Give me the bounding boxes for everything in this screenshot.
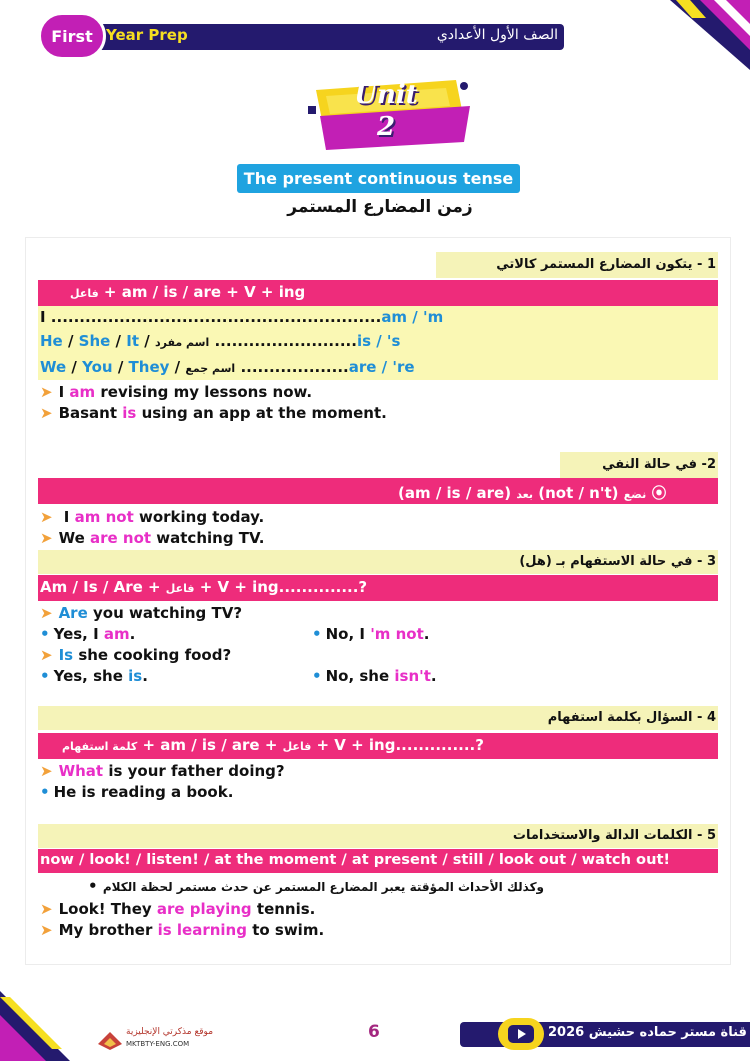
section3-answer-no-2 bbox=[312, 667, 437, 685]
formula-part: + V + ing..............? bbox=[194, 578, 368, 596]
ex-text: tennis. bbox=[251, 900, 316, 918]
rule-en-2: (am / is / are) bbox=[398, 484, 512, 502]
unit-number: 2 bbox=[376, 112, 396, 142]
section5-keywords: now / look! / listen! / at the moment / at present / still / look out / watch out! bbox=[40, 851, 671, 868]
ex-text: is your father doing? bbox=[103, 762, 285, 780]
section1-example-2 bbox=[40, 404, 387, 422]
row-i-aux: am / 'm bbox=[381, 308, 444, 326]
ex-text: . bbox=[129, 625, 136, 643]
arrow-bullet-icon: ➤ bbox=[40, 604, 53, 622]
rule-ar-1: نضع bbox=[623, 488, 647, 501]
lesson-title-text: The present continuous tense bbox=[243, 169, 514, 188]
corner-decoration bbox=[640, 0, 750, 70]
arrow-bullet-icon: ➤ bbox=[40, 646, 53, 664]
row-we-you-they: We / You / They / اسم جمع ...................are / 're bbox=[40, 358, 415, 376]
section5-label: 5 - الكلمات الدالة والاستخدامات bbox=[512, 828, 716, 843]
ex-text: revising my lessons now. bbox=[95, 383, 313, 401]
ex-highlight: Is bbox=[58, 646, 74, 664]
pronoun-they: They bbox=[128, 358, 170, 376]
ex-text: to swim. bbox=[246, 921, 325, 939]
ex-text: Yes, I bbox=[53, 625, 104, 643]
ex-text: she cooking food? bbox=[73, 646, 232, 664]
unit-word: Unit bbox=[354, 80, 418, 110]
ex-highlight: Are bbox=[58, 604, 88, 622]
formula-part: + am / is / are + bbox=[137, 736, 283, 754]
section3-formula bbox=[40, 578, 367, 596]
year-prep-label: Year Prep bbox=[106, 26, 188, 44]
ex-text: watching TV. bbox=[151, 529, 265, 547]
section3-answer-yes-1 bbox=[40, 625, 135, 643]
ex-highlight: am bbox=[69, 383, 96, 401]
section5-example-2 bbox=[40, 921, 324, 939]
section4-formula bbox=[62, 736, 484, 754]
pronoun-we: We bbox=[40, 358, 67, 376]
ex-text: I bbox=[58, 508, 75, 526]
section2-rule bbox=[398, 482, 666, 503]
ex-highlight: am bbox=[103, 625, 130, 643]
ex-highlight: is bbox=[122, 404, 137, 422]
row2-aux: is / 's bbox=[356, 332, 401, 350]
grade-badge bbox=[38, 12, 106, 60]
ex-text: . bbox=[430, 667, 437, 685]
section5-example-1 bbox=[40, 900, 315, 918]
youtube-icon[interactable] bbox=[498, 1018, 544, 1050]
circle-dot-icon: ⦿ bbox=[651, 484, 667, 502]
corner-decoration-bottom bbox=[0, 991, 70, 1061]
row3-aux: are / 're bbox=[348, 358, 415, 376]
ex-text: Look! They bbox=[58, 900, 157, 918]
channel-name: قناة مستر حماده حشيش 2026 bbox=[548, 1025, 747, 1040]
site-url: MKTBTY-ENG.COM bbox=[126, 1040, 190, 1048]
section5-note bbox=[88, 877, 544, 895]
ex-text: We bbox=[58, 529, 90, 547]
section3-question-2 bbox=[40, 646, 231, 664]
ex-text: . bbox=[142, 667, 148, 685]
arrow-bullet-icon: ➤ bbox=[40, 900, 53, 918]
lesson-title-arabic: زمن المضارع المستمر bbox=[287, 197, 473, 217]
section4-question bbox=[40, 762, 285, 780]
ex-highlight: are not bbox=[89, 529, 152, 547]
dot-bullet-icon: • bbox=[312, 625, 322, 643]
ex-text: I bbox=[58, 383, 70, 401]
dot-bullet-icon: • bbox=[312, 667, 322, 685]
section3-answer-yes-2 bbox=[40, 667, 148, 685]
singular-noun-ar: اسم مفرد bbox=[154, 336, 210, 349]
ex-text: you watching TV? bbox=[87, 604, 243, 622]
ex-text: Yes, she bbox=[53, 667, 129, 685]
section3-answer-no-1 bbox=[312, 625, 430, 643]
row-i bbox=[40, 308, 443, 326]
section4-answer bbox=[40, 783, 233, 801]
pronoun-it: It bbox=[126, 332, 140, 350]
dot-bullet-icon: • bbox=[40, 625, 50, 643]
ex-text: Basant bbox=[58, 404, 123, 422]
ex-text: . bbox=[423, 625, 430, 643]
ex-text: My brother bbox=[58, 921, 158, 939]
site-logo-icon bbox=[96, 1024, 124, 1052]
badge-label: First bbox=[51, 26, 93, 46]
formula-subject-ar: فاعل bbox=[165, 582, 195, 595]
question-word-ar: كلمة استفهام bbox=[62, 740, 138, 753]
section1-label: 1 - يتكون المضارع المستمر كالاتي bbox=[496, 257, 716, 272]
ex-text: He is reading a book. bbox=[53, 783, 234, 801]
section3-label: 3 - في حالة الاستفهام بـ (هل) bbox=[519, 554, 716, 569]
formula-part: Am / Is / Are + bbox=[40, 578, 166, 596]
formula-subject-ar: فاعل bbox=[70, 287, 99, 300]
ex-text: No, she bbox=[325, 667, 395, 685]
arrow-bullet-icon: ➤ bbox=[40, 921, 53, 939]
row2-dots: ......................... bbox=[214, 332, 357, 350]
section1-example-1 bbox=[40, 383, 312, 401]
dot-bullet-icon: • bbox=[40, 783, 50, 801]
section4-label: 4 - السؤال بكلمة استفهام bbox=[547, 710, 716, 725]
row-he-she-it: He / She / It / اسم مفرد .........................is / 's bbox=[40, 332, 401, 350]
ex-highlight: What bbox=[58, 762, 104, 780]
arrow-bullet-icon: ➤ bbox=[40, 529, 53, 547]
arrow-bullet-icon: ➤ bbox=[40, 508, 53, 526]
grade-title-arabic: الصف الأول الأعدادي bbox=[436, 27, 558, 43]
dot-bullet-icon: • bbox=[40, 667, 50, 685]
rule-ar-2: بعد bbox=[516, 488, 534, 501]
section2-example-2 bbox=[40, 529, 264, 547]
section2-label: 2- في حالة النفي bbox=[602, 457, 716, 472]
formula-subject-ar: فاعل bbox=[282, 740, 312, 753]
row-i-dots: I .......................................................... bbox=[40, 308, 382, 326]
pronoun-you: You bbox=[82, 358, 113, 376]
ex-highlight: is learning bbox=[157, 921, 247, 939]
ex-highlight: isn't bbox=[394, 667, 431, 685]
dot-bullet-icon: • bbox=[88, 877, 98, 895]
site-name: موقع مذكرتي الإنجليزية bbox=[126, 1027, 214, 1037]
section2-example-1 bbox=[40, 508, 264, 526]
play-icon bbox=[508, 1025, 534, 1043]
pronoun-he: He bbox=[40, 332, 63, 350]
lesson-title bbox=[237, 164, 520, 193]
page-number: 6 bbox=[368, 1022, 380, 1042]
ex-highlight: is bbox=[128, 667, 143, 685]
ex-highlight: am not bbox=[74, 508, 134, 526]
plural-noun-ar: اسم جمع bbox=[185, 362, 236, 375]
arrow-bullet-icon: ➤ bbox=[40, 762, 53, 780]
row3-dots: ................... bbox=[240, 358, 349, 376]
note-arabic: وكذلك الأحداث المؤقتة يعبر المضارع المستمر عن حدث مستمر لحظة الكلام bbox=[102, 880, 545, 894]
ex-text: No, I bbox=[325, 625, 371, 643]
ex-text: using an app at the moment. bbox=[136, 404, 387, 422]
rule-en-1: (not / n't) bbox=[538, 484, 619, 502]
arrow-bullet-icon: ➤ bbox=[40, 404, 53, 422]
section1-formula bbox=[70, 283, 305, 301]
arrow-bullet-icon: ➤ bbox=[40, 383, 53, 401]
formula-part: + V + ing..............? bbox=[311, 736, 484, 754]
ex-highlight: are playing bbox=[156, 900, 252, 918]
section3-question-1 bbox=[40, 604, 242, 622]
pronoun-she: She bbox=[78, 332, 111, 350]
formula-en: + am / is / are + V + ing bbox=[103, 283, 306, 301]
ex-highlight: 'm not bbox=[370, 625, 424, 643]
ex-text: working today. bbox=[133, 508, 265, 526]
